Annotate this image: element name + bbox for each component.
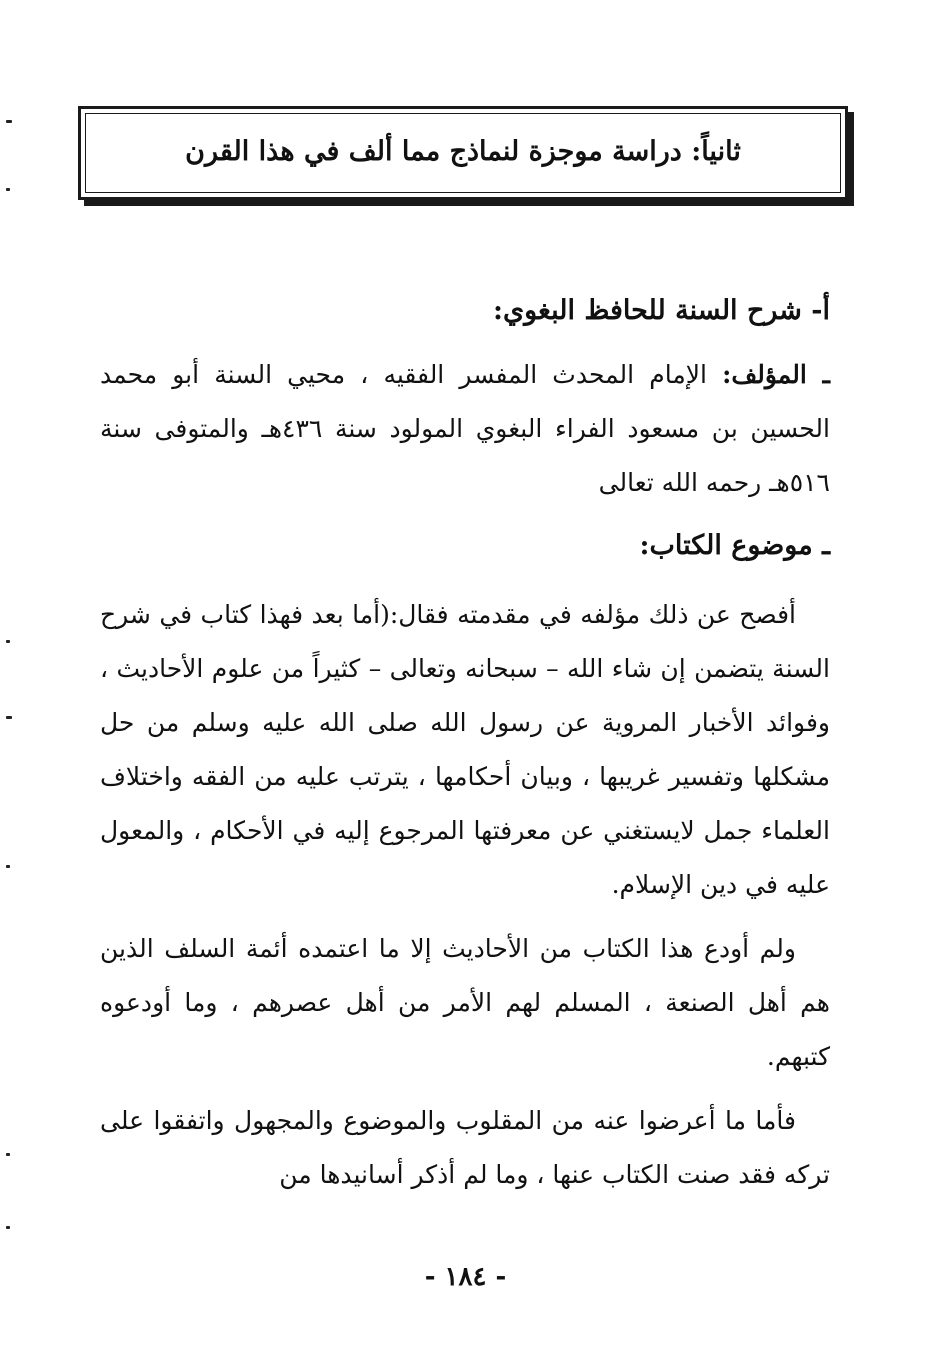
margin-mark xyxy=(6,640,10,643)
margin-mark xyxy=(6,120,12,123)
page-title: ثانياً: دراسة موجزة لنماذج مما ألف في هذا القرن xyxy=(185,135,741,167)
subject-heading: ـ موضوع الكتاب: xyxy=(639,530,830,561)
margin-mark xyxy=(6,716,12,719)
margin-mark xyxy=(6,1153,10,1156)
author-text: الإمام المحدث المفسر الفقيه ، محيي السنة أبو محمد الحسين بن مسعود الفراء البغوي المولود سنة ٤٣٦هـ والمتوفى سنة ٥١٦هـ رحمه الله تعالى xyxy=(100,360,830,497)
margin-mark xyxy=(6,1226,10,1229)
section-heading: أ- شرح السنة للحافظ البغوي: xyxy=(493,295,830,326)
author-label: ـ المؤلف: xyxy=(722,360,830,389)
page-number: - ١٨٤ - xyxy=(424,1262,507,1292)
main-content xyxy=(100,288,830,1212)
body-paragraph: ولم أودع هذا الكتاب من الأحاديث إلا ما اعتمده أئمة السلف الذين هم أهل الصنعة ، المسلم لهم الأمر من أهل عصرهم ، وما أودعوه كتبهم. xyxy=(100,934,830,1071)
title-frame xyxy=(78,106,848,200)
body-paragraph: أفصح عن ذلك مؤلفه في مقدمته فقال:(أما بعد فهذا كتاب في شرح السنة يتضمن إن شاء الله – سبحانه وتعالى – كثيراً من علوم الأحاديث ، وفوائد الأخبار المروية عن رسول الله صلى الله عليه وسلم من حل مشكلها وتفسير غريبها ، وبيان أحكامها ، يترتب عليه من الفقه واختلاف العلماء جمل لايستغني عن معرفتها المرجوع إليه في الأحكام ، والمعول عليه في دين الإسلام. xyxy=(100,600,830,899)
author-paragraph xyxy=(100,348,830,510)
margin-mark xyxy=(6,188,10,191)
margin-mark xyxy=(6,865,10,868)
body-paragraph: فأما ما أعرضوا عنه من المقلوب والموضوع والمجهول واتفقوا على تركه فقد صنت الكتاب عنها ، وما لم أذكر أسانيدها من xyxy=(100,1106,830,1189)
